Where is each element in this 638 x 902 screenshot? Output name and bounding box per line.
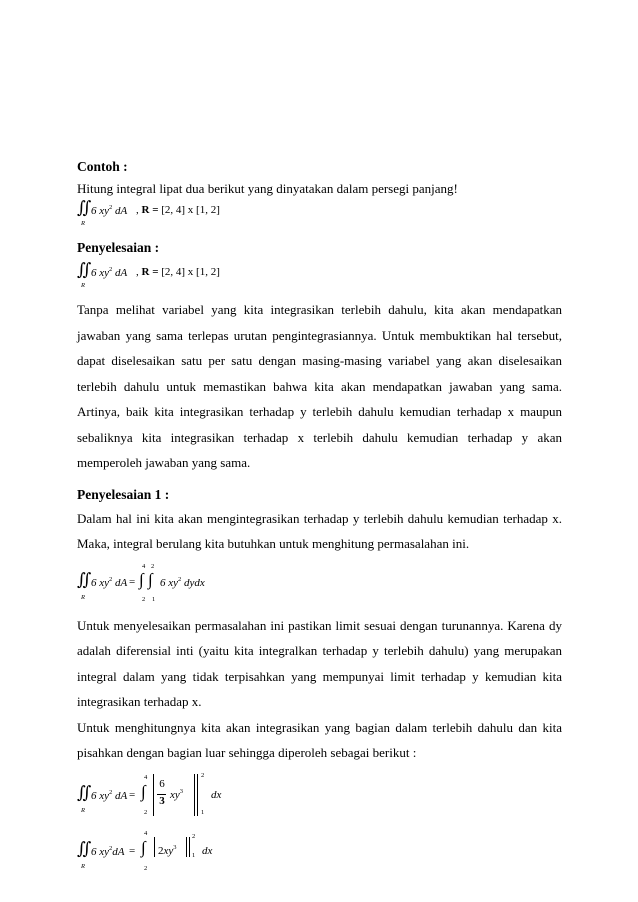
outer-lower-limit: 2 bbox=[144, 864, 148, 872]
double-integral-sign: ∬ bbox=[77, 260, 89, 279]
double-integral-sign: ∬ bbox=[77, 838, 89, 858]
region-subscript: R bbox=[81, 806, 85, 814]
inner-integration-equation bbox=[77, 772, 562, 822]
inner-lower-limit: 1 bbox=[152, 595, 156, 603]
contoh-heading: Contoh : bbox=[77, 159, 128, 174]
rhs-integrand: 6 $xy^2$ dydx bbox=[160, 575, 205, 589]
simplified-integration-equation bbox=[77, 828, 562, 876]
bracket-term: $2xy^3$ bbox=[158, 843, 177, 857]
lhs-integrand: 6 $xy^2dA$ bbox=[91, 844, 125, 858]
double-integral-sign: ∬ bbox=[77, 569, 89, 589]
region-subscript: R bbox=[81, 862, 85, 870]
eval-upper-limit: 2 bbox=[192, 832, 196, 840]
solution-equation bbox=[77, 261, 562, 297]
right-bracket bbox=[194, 774, 195, 816]
page-content bbox=[77, 158, 562, 876]
bracket-term: $xy^3$ bbox=[170, 787, 184, 801]
outer-lower-limit: 2 bbox=[144, 808, 148, 816]
inner-integral-sign: ∫ bbox=[148, 569, 153, 589]
integrand: 6 $xy^2$ dA bbox=[91, 204, 128, 217]
double-integral-sign: ∬ bbox=[77, 782, 89, 802]
integrand: 6 $xy^2$ dA bbox=[91, 266, 128, 279]
outer-upper-limit: 4 bbox=[144, 773, 148, 781]
eval-bar bbox=[189, 837, 190, 857]
eval-bar bbox=[197, 774, 198, 816]
penyelesaian1-paragraph2: Untuk menyelesaikan permasalahan ini pastikan limit sesuai dengan turunannya. Karena dy adalah diferensial inti (yaitu kita integralkan terhadap y terlebih dahulu) yang merupakan integral dalam yang tidak terpisahkan yang mempunyai limit terhadap y kemudian kita integrasikan terhadap x. bbox=[77, 617, 562, 709]
equals-sign: = bbox=[129, 575, 136, 588]
lhs-integrand: 6 $xy^2$ dA bbox=[91, 575, 128, 589]
eval-lower-limit: 1 bbox=[201, 808, 205, 816]
outer-integral-sign: ∫ bbox=[139, 569, 144, 589]
penyelesaian1-paragraph1: Dalam hal ini kita akan mengintegrasikan terhadap y terlebih dahulu kemudian terhadap x. Maka, integral berulang kita butuhkan untuk menghitung permasalahan ini. bbox=[77, 510, 562, 551]
penyelesaian-paragraph: Tanpa melihat variabel yang kita integrasikan terlebih dahulu, kita akan mendapatkan jawaban yang sama terlepas urutan pengintegrasiannya. Untuk membuktikan hal tersebut, dapat diselesaikan satu per satu dengan masing-masing variabel yang akan diselesaikan terlebih dahulu untuk memastikan bahwa kita akan mendapatkan jawaban yang sama. Artinya, baik kita integrasikan terhadap y terlebih dahulu kemudian terhadap x maupun sebaliknya kita integrasikan terhadap x terlebih dahulu kemudian terhadap y akan memperoleh jawaban yang sama. bbox=[77, 302, 562, 470]
outer-lower-limit: 2 bbox=[142, 595, 146, 603]
differential-dx: dx bbox=[202, 844, 213, 857]
right-bracket bbox=[186, 837, 187, 857]
outer-integral-sign: ∫ bbox=[141, 781, 146, 801]
eval-upper-limit: 2 bbox=[201, 771, 205, 779]
equals-sign: = bbox=[129, 844, 136, 857]
region-subscript: R bbox=[81, 593, 85, 601]
double-integral-sign: ∬ bbox=[77, 198, 89, 217]
eval-lower-limit: 1 bbox=[192, 851, 196, 859]
region-definition: , R = [2, 4] x [1, 2] bbox=[136, 266, 220, 278]
left-bracket bbox=[153, 774, 154, 816]
region-subscript: R bbox=[81, 220, 85, 227]
fraction-denominator: 3 bbox=[159, 794, 165, 807]
fraction-numerator: 6 bbox=[159, 777, 165, 790]
iterated-integral-equation bbox=[77, 563, 562, 607]
penyelesaian1-paragraph3: Untuk menghitungnya kita akan integrasikan yang bagian dalam terlebih dahulu dan kita pisahkan dengan bagian luar sehingga diperoleh sebagai berikut : bbox=[77, 719, 562, 760]
penyelesaian-heading: Penyelesaian : bbox=[77, 240, 160, 255]
region-subscript: R bbox=[81, 282, 85, 289]
outer-integral-sign: ∫ bbox=[141, 837, 146, 857]
left-bracket bbox=[154, 837, 155, 857]
outer-upper-limit: 4 bbox=[144, 829, 148, 837]
equals-sign: = bbox=[129, 788, 136, 801]
outer-upper-limit: 4 bbox=[142, 562, 146, 570]
example-equation bbox=[77, 199, 562, 235]
differential-dx: dx bbox=[211, 788, 222, 801]
region-definition: , R = [2, 4] x [1, 2] bbox=[136, 204, 220, 216]
contoh-intro: Hitung integral lipat dua berikut yang dinyatakan dalam persegi panjang! bbox=[77, 181, 458, 196]
penyelesaian1-heading: Penyelesaian 1 : bbox=[77, 486, 170, 502]
inner-upper-limit: 2 bbox=[151, 562, 155, 570]
lhs-integrand: 6 $xy^2$ dA bbox=[91, 788, 128, 802]
